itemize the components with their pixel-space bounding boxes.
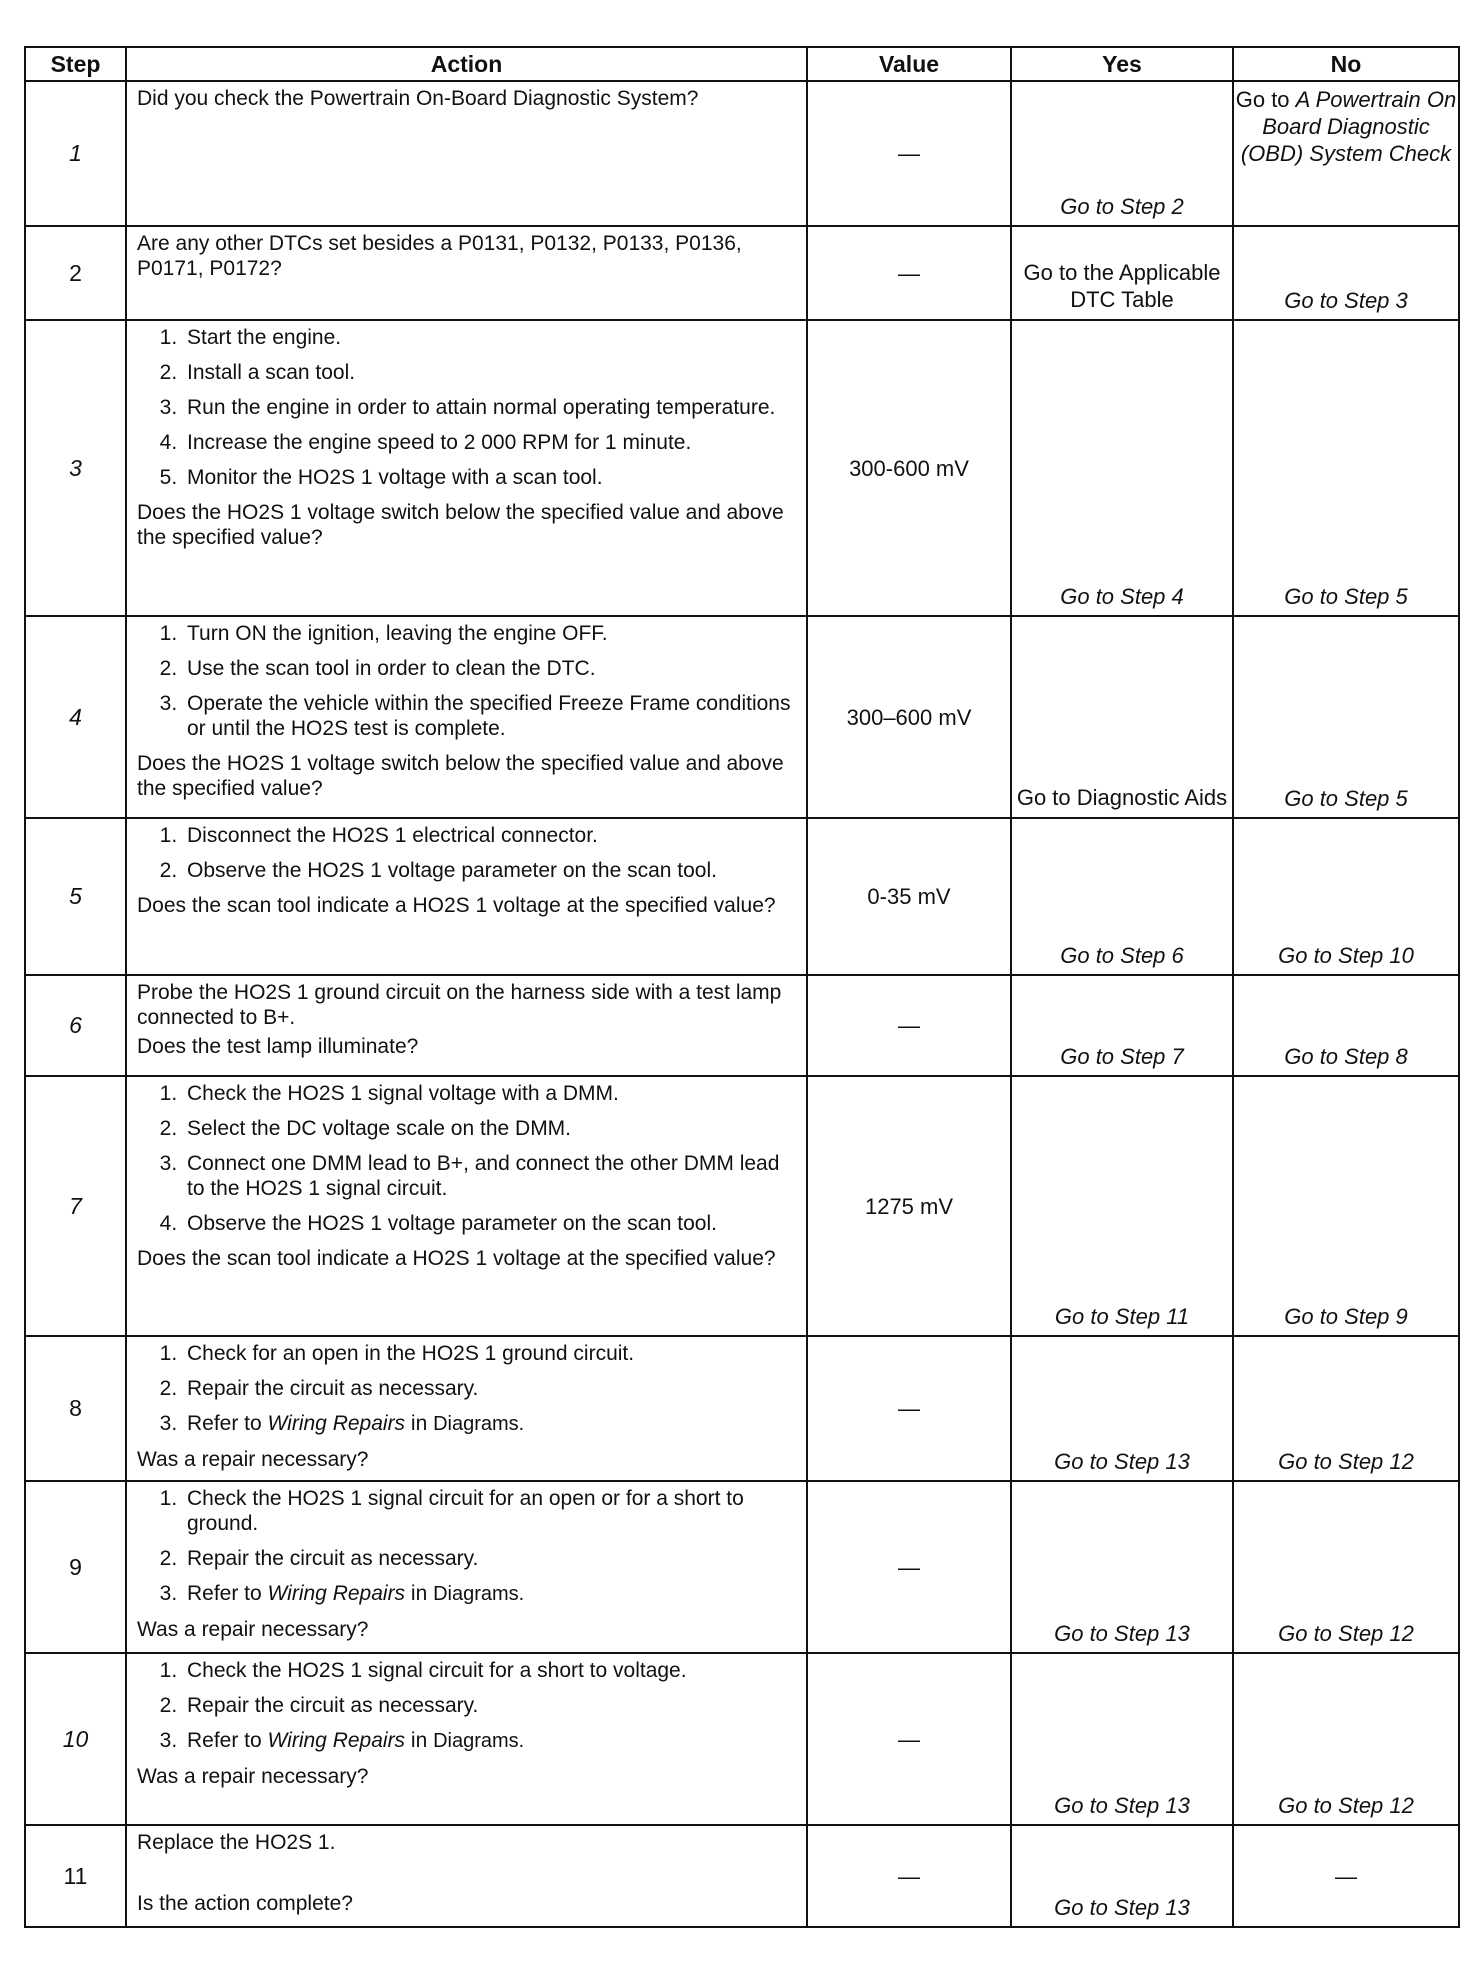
list-item: 2. Install a scan tool. (183, 360, 796, 385)
step-number: 9 (25, 1481, 126, 1653)
action-cell (126, 1336, 807, 1481)
yes-cell: Go to Step 13 (1011, 1653, 1233, 1825)
no-cell (1233, 81, 1459, 226)
step-number: 8 (25, 1336, 126, 1481)
refer-suffix: in (405, 1582, 434, 1605)
refer-title: Wiring Repairs (267, 1582, 406, 1605)
header-step: Step (25, 47, 126, 81)
yes-cell: Go to Diagnostic Aids (1011, 616, 1233, 818)
list-item (183, 1581, 796, 1607)
action-text: Are any other DTCs set besides a P0131, P0132, P0133, P0136, P0171, P0172? (137, 232, 742, 280)
yes-cell: Go to Step 13 (1011, 1481, 1233, 1653)
refer-prefix: Refer to (187, 1412, 268, 1435)
step-number: 11 (25, 1825, 126, 1927)
action-cell (126, 616, 807, 818)
value-cell: — (807, 226, 1011, 320)
yes-cell: Go to the Applicable DTC Table (1011, 226, 1233, 320)
table-row (25, 1076, 1459, 1336)
list-item: 3. Run the engine in order to attain normal operating temperature. (183, 395, 796, 420)
table-row (25, 1336, 1459, 1481)
refer-title: Wiring Repairs (267, 1412, 406, 1435)
no-cell: Go to Step 5 (1233, 616, 1459, 818)
header-action: Action (126, 47, 807, 81)
list-item: 1. Turn ON the ignition, leaving the engine OFF. (183, 621, 796, 646)
no-cell: Go to Step 9 (1233, 1076, 1459, 1336)
action-question: Does the scan tool indicate a HO2S 1 voltage at the specified value? (137, 894, 776, 917)
yes-cell: Go to Step 7 (1011, 975, 1233, 1076)
action-cell (126, 1653, 807, 1825)
value-cell: — (807, 1336, 1011, 1481)
action-question: Does the test lamp illuminate? (137, 1035, 419, 1058)
list-item: 4. Observe the HO2S 1 voltage parameter on the scan tool. (183, 1211, 796, 1236)
list-item (183, 1411, 796, 1437)
action-cell (126, 320, 807, 616)
list-item: 1. Check the HO2S 1 signal circuit for a short to voltage. (183, 1658, 796, 1683)
refer-suffix: in (405, 1412, 434, 1435)
procedure-list (137, 621, 796, 741)
value-cell: — (807, 1653, 1011, 1825)
step-number: 10 (25, 1653, 126, 1825)
value-cell: 0-35 mV (807, 818, 1011, 975)
action-cell (126, 975, 807, 1076)
no-cell: — (1233, 1825, 1459, 1927)
step-number: 6 (25, 975, 126, 1076)
list-item: 1. Check for an open in the HO2S 1 ground circuit. (183, 1341, 796, 1366)
step-number: 7 (25, 1076, 126, 1336)
action-question: Does the HO2S 1 voltage switch below the specified value and above the specified value? (137, 501, 784, 549)
refer-section: Diagrams. (433, 1413, 525, 1435)
action-text: Did you check the Powertrain On-Board Diagnostic System? (137, 87, 699, 110)
list-item: 2. Repair the circuit as necessary. (183, 1693, 796, 1718)
step-number: 4 (25, 616, 126, 818)
list-item: 2. Observe the HO2S 1 voltage parameter on the scan tool. (183, 858, 796, 883)
list-item: 3. Connect one DMM lead to B+, and connect the other DMM lead to the HO2S 1 signal circuit. (183, 1151, 796, 1201)
procedure-list (137, 823, 796, 883)
table-row (25, 818, 1459, 975)
list-item: 4. Increase the engine speed to 2 000 RPM for 1 minute. (183, 430, 796, 455)
no-link-text: A Powertrain On Board Diagnostic (OBD) System Check (1240, 87, 1457, 166)
table-row (25, 616, 1459, 818)
action-text: Probe the HO2S 1 ground circuit on the harness side with a test lamp connected to B+. (137, 981, 782, 1029)
table-row (25, 320, 1459, 616)
table-row (25, 1481, 1459, 1653)
action-cell (126, 818, 807, 975)
table-row (25, 226, 1459, 320)
no-cell: Go to Step 8 (1233, 975, 1459, 1076)
value-cell: 1275 mV (807, 1076, 1011, 1336)
list-item: 3. Operate the vehicle within the specified Freeze Frame conditions or until the HO2S test is complete. (183, 691, 796, 741)
list-item: 1. Disconnect the HO2S 1 electrical connector. (183, 823, 796, 848)
step-number: 2 (25, 226, 126, 320)
value-cell: 300-600 mV (807, 320, 1011, 616)
step-number: 3 (25, 320, 126, 616)
refer-prefix: Refer to (187, 1729, 268, 1752)
value-cell: — (807, 81, 1011, 226)
table-row (25, 1653, 1459, 1825)
action-question: Was a repair necessary? (137, 1618, 369, 1641)
value-cell: 300–600 mV (807, 616, 1011, 818)
list-item (183, 1728, 796, 1754)
value-cell: — (807, 975, 1011, 1076)
action-question: Is the action complete? (137, 1892, 353, 1915)
header-value: Value (807, 47, 1011, 81)
refer-title: Wiring Repairs (267, 1729, 406, 1752)
list-item: 2. Use the scan tool in order to clean the DTC. (183, 656, 796, 681)
action-question: Does the HO2S 1 voltage switch below the specified value and above the specified value? (137, 752, 784, 800)
procedure-list (137, 325, 796, 490)
header-row (25, 47, 1459, 81)
no-cell: Go to Step 3 (1233, 226, 1459, 320)
no-cell: Go to Step 12 (1233, 1481, 1459, 1653)
list-item: 2. Select the DC voltage scale on the DMM. (183, 1116, 796, 1141)
no-cell: Go to Step 12 (1233, 1653, 1459, 1825)
action-question: Does the scan tool indicate a HO2S 1 voltage at the specified value? (137, 1247, 776, 1270)
table-row (25, 81, 1459, 226)
action-cell (126, 1076, 807, 1336)
action-question: Was a repair necessary? (137, 1765, 369, 1788)
refer-prefix: Refer to (187, 1582, 268, 1605)
value-cell: — (807, 1481, 1011, 1653)
action-cell (126, 1481, 807, 1653)
yes-cell: Go to Step 4 (1011, 320, 1233, 616)
diagnostic-table (24, 46, 1460, 1928)
step-number: 5 (25, 818, 126, 975)
no-prefix: Go to (1235, 87, 1296, 112)
list-item: 1. Check the HO2S 1 signal circuit for an open or for a short to ground. (183, 1486, 796, 1536)
action-cell (126, 226, 807, 320)
procedure-list (137, 1081, 796, 1236)
list-item: 2. Repair the circuit as necessary. (183, 1376, 796, 1401)
refer-section: Diagrams. (433, 1730, 525, 1752)
table-row (25, 1825, 1459, 1927)
yes-cell: Go to Step 2 (1011, 81, 1233, 226)
no-cell: Go to Step 5 (1233, 320, 1459, 616)
no-cell: Go to Step 10 (1233, 818, 1459, 975)
list-item: 2. Repair the circuit as necessary. (183, 1546, 796, 1571)
action-text: Replace the HO2S 1. (137, 1831, 336, 1854)
refer-suffix: in (405, 1729, 434, 1752)
refer-section: Diagrams. (433, 1583, 525, 1605)
list-item: 1. Start the engine. (183, 325, 796, 350)
header-yes: Yes (1011, 47, 1233, 81)
step-number: 1 (25, 81, 126, 226)
procedure-list (137, 1486, 796, 1607)
header-no: No (1233, 47, 1459, 81)
action-cell (126, 1825, 807, 1927)
value-cell: — (807, 1825, 1011, 1927)
action-cell (126, 81, 807, 226)
list-item: 5. Monitor the HO2S 1 voltage with a scan tool. (183, 465, 796, 490)
list-item: 1. Check the HO2S 1 signal voltage with a DMM. (183, 1081, 796, 1106)
table-row (25, 975, 1459, 1076)
yes-cell: Go to Step 13 (1011, 1336, 1233, 1481)
no-cell: Go to Step 12 (1233, 1336, 1459, 1481)
procedure-list (137, 1341, 796, 1437)
action-question: Was a repair necessary? (137, 1448, 369, 1471)
procedure-list (137, 1658, 796, 1754)
yes-cell: Go to Step 6 (1011, 818, 1233, 975)
yes-cell: Go to Step 13 (1011, 1825, 1233, 1927)
yes-cell: Go to Step 11 (1011, 1076, 1233, 1336)
